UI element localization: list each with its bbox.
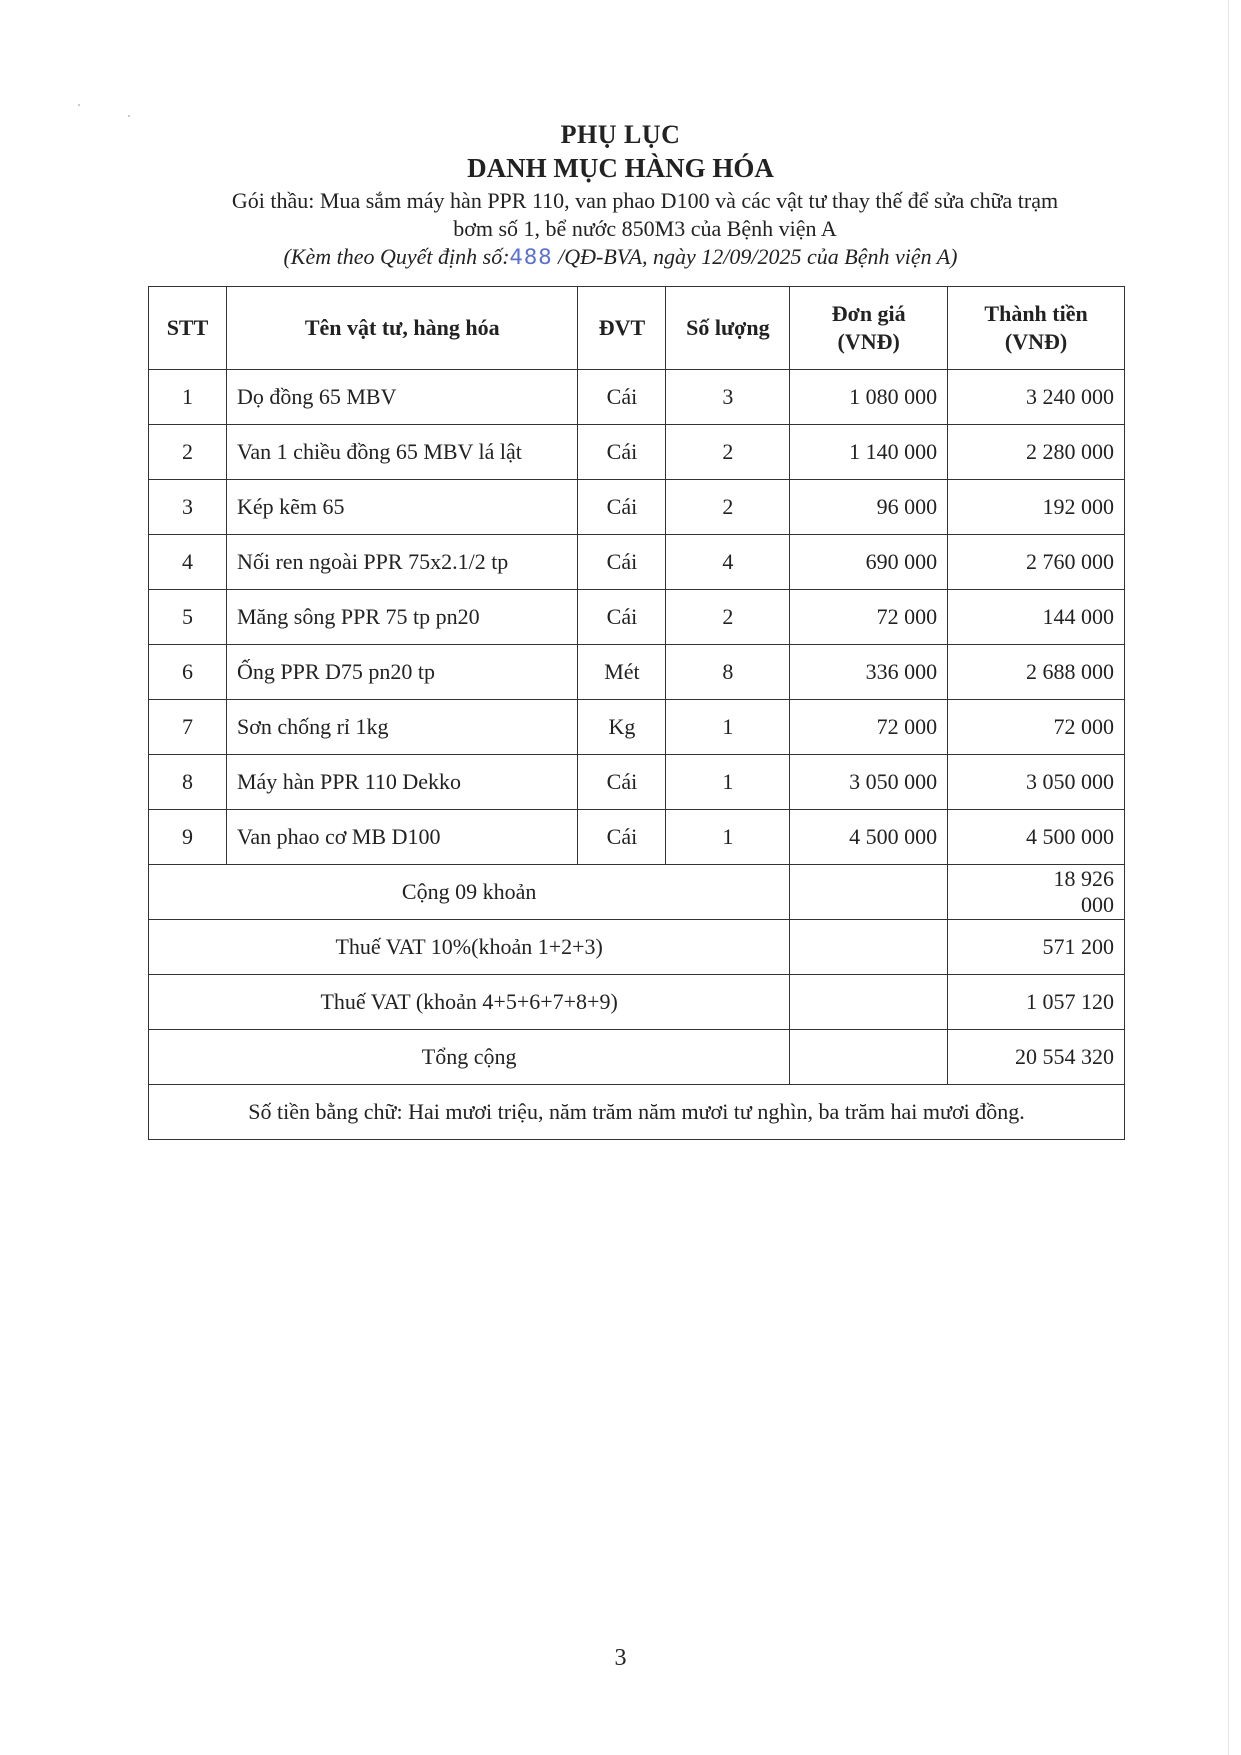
summary-label: Tổng cộng — [149, 1030, 790, 1085]
cell-unit-price: 96 000 — [790, 480, 948, 535]
cell-quantity: 1 — [666, 755, 790, 810]
cell-unit: Cái — [578, 810, 666, 865]
table-row — [149, 590, 1125, 645]
header-quantity: Số lượng — [666, 287, 790, 370]
cell-quantity: 2 — [666, 480, 790, 535]
decision-reference — [0, 244, 1241, 270]
cell-item-name: Van phao cơ MB D100 — [226, 810, 577, 865]
summary-row-vat-10 — [149, 920, 1125, 975]
cell-stt: 9 — [149, 810, 227, 865]
cell-item-name: Măng sông PPR 75 tp pn20 — [226, 590, 577, 645]
cell-unit-price: 4 500 000 — [790, 810, 948, 865]
page-number: 3 — [614, 1645, 627, 1671]
cell-quantity: 3 — [666, 370, 790, 425]
package-description-line1: Gói thầu: Mua sắm máy hàn PPR 110, van phao D100 và các vật tư thay thế để sửa chữa trạm — [231, 188, 1059, 213]
summary-amount: 20 554 320 — [948, 1030, 1125, 1085]
table-row — [149, 370, 1125, 425]
cell-unit: Cái — [578, 755, 666, 810]
summary-amount: 1 057 120 — [948, 975, 1125, 1030]
heading-appendix: PHỤ LỤC — [560, 120, 681, 149]
table-row — [149, 700, 1125, 755]
summary-amount-line2: 000 — [1081, 892, 1114, 917]
cell-unit: Cái — [578, 370, 666, 425]
cell-unit: Cái — [578, 425, 666, 480]
cell-unit: Cái — [578, 590, 666, 645]
table-row — [149, 425, 1125, 480]
cell-stt: 1 — [149, 370, 227, 425]
cell-item-name: Van 1 chiều đồng 65 MBV lá lật — [226, 425, 577, 480]
handwritten-decision-number: 488 — [509, 245, 553, 269]
cell-quantity: 1 — [666, 810, 790, 865]
cell-item-name: Ống PPR D75 pn20 tp — [226, 645, 577, 700]
summary-row-subtotal — [149, 865, 1125, 920]
amount-in-words-row — [149, 1085, 1125, 1140]
cell-unit-price: 3 050 000 — [790, 755, 948, 810]
summary-label: Thuế VAT 10%(khoản 1+2+3) — [149, 920, 790, 975]
summary-empty-cell — [790, 865, 948, 920]
cell-amount: 192 000 — [948, 480, 1125, 535]
cell-unit-price: 690 000 — [790, 535, 948, 590]
summary-row-total — [149, 1030, 1125, 1085]
cell-unit: Cái — [578, 480, 666, 535]
cell-stt: 8 — [149, 755, 227, 810]
header-amount-line2: (VNĐ) — [1004, 329, 1068, 354]
header-stt: STT — [149, 287, 227, 370]
cell-item-name: Sơn chống rỉ 1kg — [226, 700, 577, 755]
cell-stt: 5 — [149, 590, 227, 645]
header-item-name: Tên vật tư, hàng hóa — [226, 287, 577, 370]
cell-unit-price: 1 140 000 — [790, 425, 948, 480]
cell-quantity: 1 — [666, 700, 790, 755]
heading-goods-list: DANH MỤC HÀNG HÓA — [467, 153, 774, 183]
cell-amount: 144 000 — [948, 590, 1125, 645]
cell-stt: 2 — [149, 425, 227, 480]
header-unit-price-line1: Đơn giá — [831, 301, 906, 326]
package-description — [150, 187, 1140, 243]
cell-amount: 72 000 — [948, 700, 1125, 755]
cell-amount: 2 688 000 — [948, 645, 1125, 700]
table-row — [149, 810, 1125, 865]
cell-quantity: 2 — [666, 590, 790, 645]
cell-quantity: 2 — [666, 425, 790, 480]
decision-reference-prefix: (Kèm theo Quyết định số: — [283, 244, 510, 269]
table-row — [149, 535, 1125, 590]
cell-quantity: 4 — [666, 535, 790, 590]
summary-empty-cell — [790, 975, 948, 1030]
header-amount — [948, 287, 1125, 370]
goods-table — [148, 286, 1125, 1140]
decision-reference-suffix: /QĐ-BVA, ngày 12/09/2025 của Bệnh viện A) — [552, 244, 958, 269]
table-header-row — [149, 287, 1125, 370]
cell-item-name: Kép kẽm 65 — [226, 480, 577, 535]
cell-amount: 2 760 000 — [948, 535, 1125, 590]
cell-item-name: Nối ren ngoài PPR 75x2.1/2 tp — [226, 535, 577, 590]
cell-stt: 6 — [149, 645, 227, 700]
table-row — [149, 755, 1125, 810]
amount-in-words: Số tiền bằng chữ: Hai mươi triệu, năm trăm năm mươi tư nghìn, ba trăm hai mươi đồng. — [149, 1085, 1125, 1140]
package-description-line2: bơm số 1, bể nước 850M3 của Bệnh viện A — [453, 216, 837, 241]
cell-unit: Cái — [578, 535, 666, 590]
summary-label: Thuế VAT (khoản 4+5+6+7+8+9) — [149, 975, 790, 1030]
header-unit-price-line2: (VNĐ) — [837, 329, 900, 354]
cell-amount: 3 050 000 — [948, 755, 1125, 810]
cell-unit-price: 72 000 — [790, 590, 948, 645]
scan-speck — [78, 104, 80, 106]
cell-stt: 4 — [149, 535, 227, 590]
cell-amount: 3 240 000 — [948, 370, 1125, 425]
summary-amount-line1: 18 926 — [1053, 866, 1114, 891]
cell-stt: 7 — [149, 700, 227, 755]
summary-amount — [948, 865, 1125, 920]
cell-unit-price: 72 000 — [790, 700, 948, 755]
cell-unit: Kg — [578, 700, 666, 755]
table-row — [149, 480, 1125, 535]
cell-quantity: 8 — [666, 645, 790, 700]
header-amount-line1: Thành tiền — [984, 301, 1088, 326]
summary-row-vat-other — [149, 975, 1125, 1030]
scan-speck — [128, 115, 130, 117]
cell-unit-price: 336 000 — [790, 645, 948, 700]
cell-amount: 2 280 000 — [948, 425, 1125, 480]
cell-unit-price: 1 080 000 — [790, 370, 948, 425]
cell-stt: 3 — [149, 480, 227, 535]
header-unit-price — [790, 287, 948, 370]
cell-amount: 4 500 000 — [948, 810, 1125, 865]
cell-unit: Mét — [578, 645, 666, 700]
cell-item-name: Dọ đồng 65 MBV — [226, 370, 577, 425]
summary-empty-cell — [790, 1030, 948, 1085]
table-row — [149, 645, 1125, 700]
header-unit: ĐVT — [578, 287, 666, 370]
summary-amount: 571 200 — [948, 920, 1125, 975]
summary-empty-cell — [790, 920, 948, 975]
summary-label: Cộng 09 khoản — [149, 865, 790, 920]
cell-item-name: Máy hàn PPR 110 Dekko — [226, 755, 577, 810]
